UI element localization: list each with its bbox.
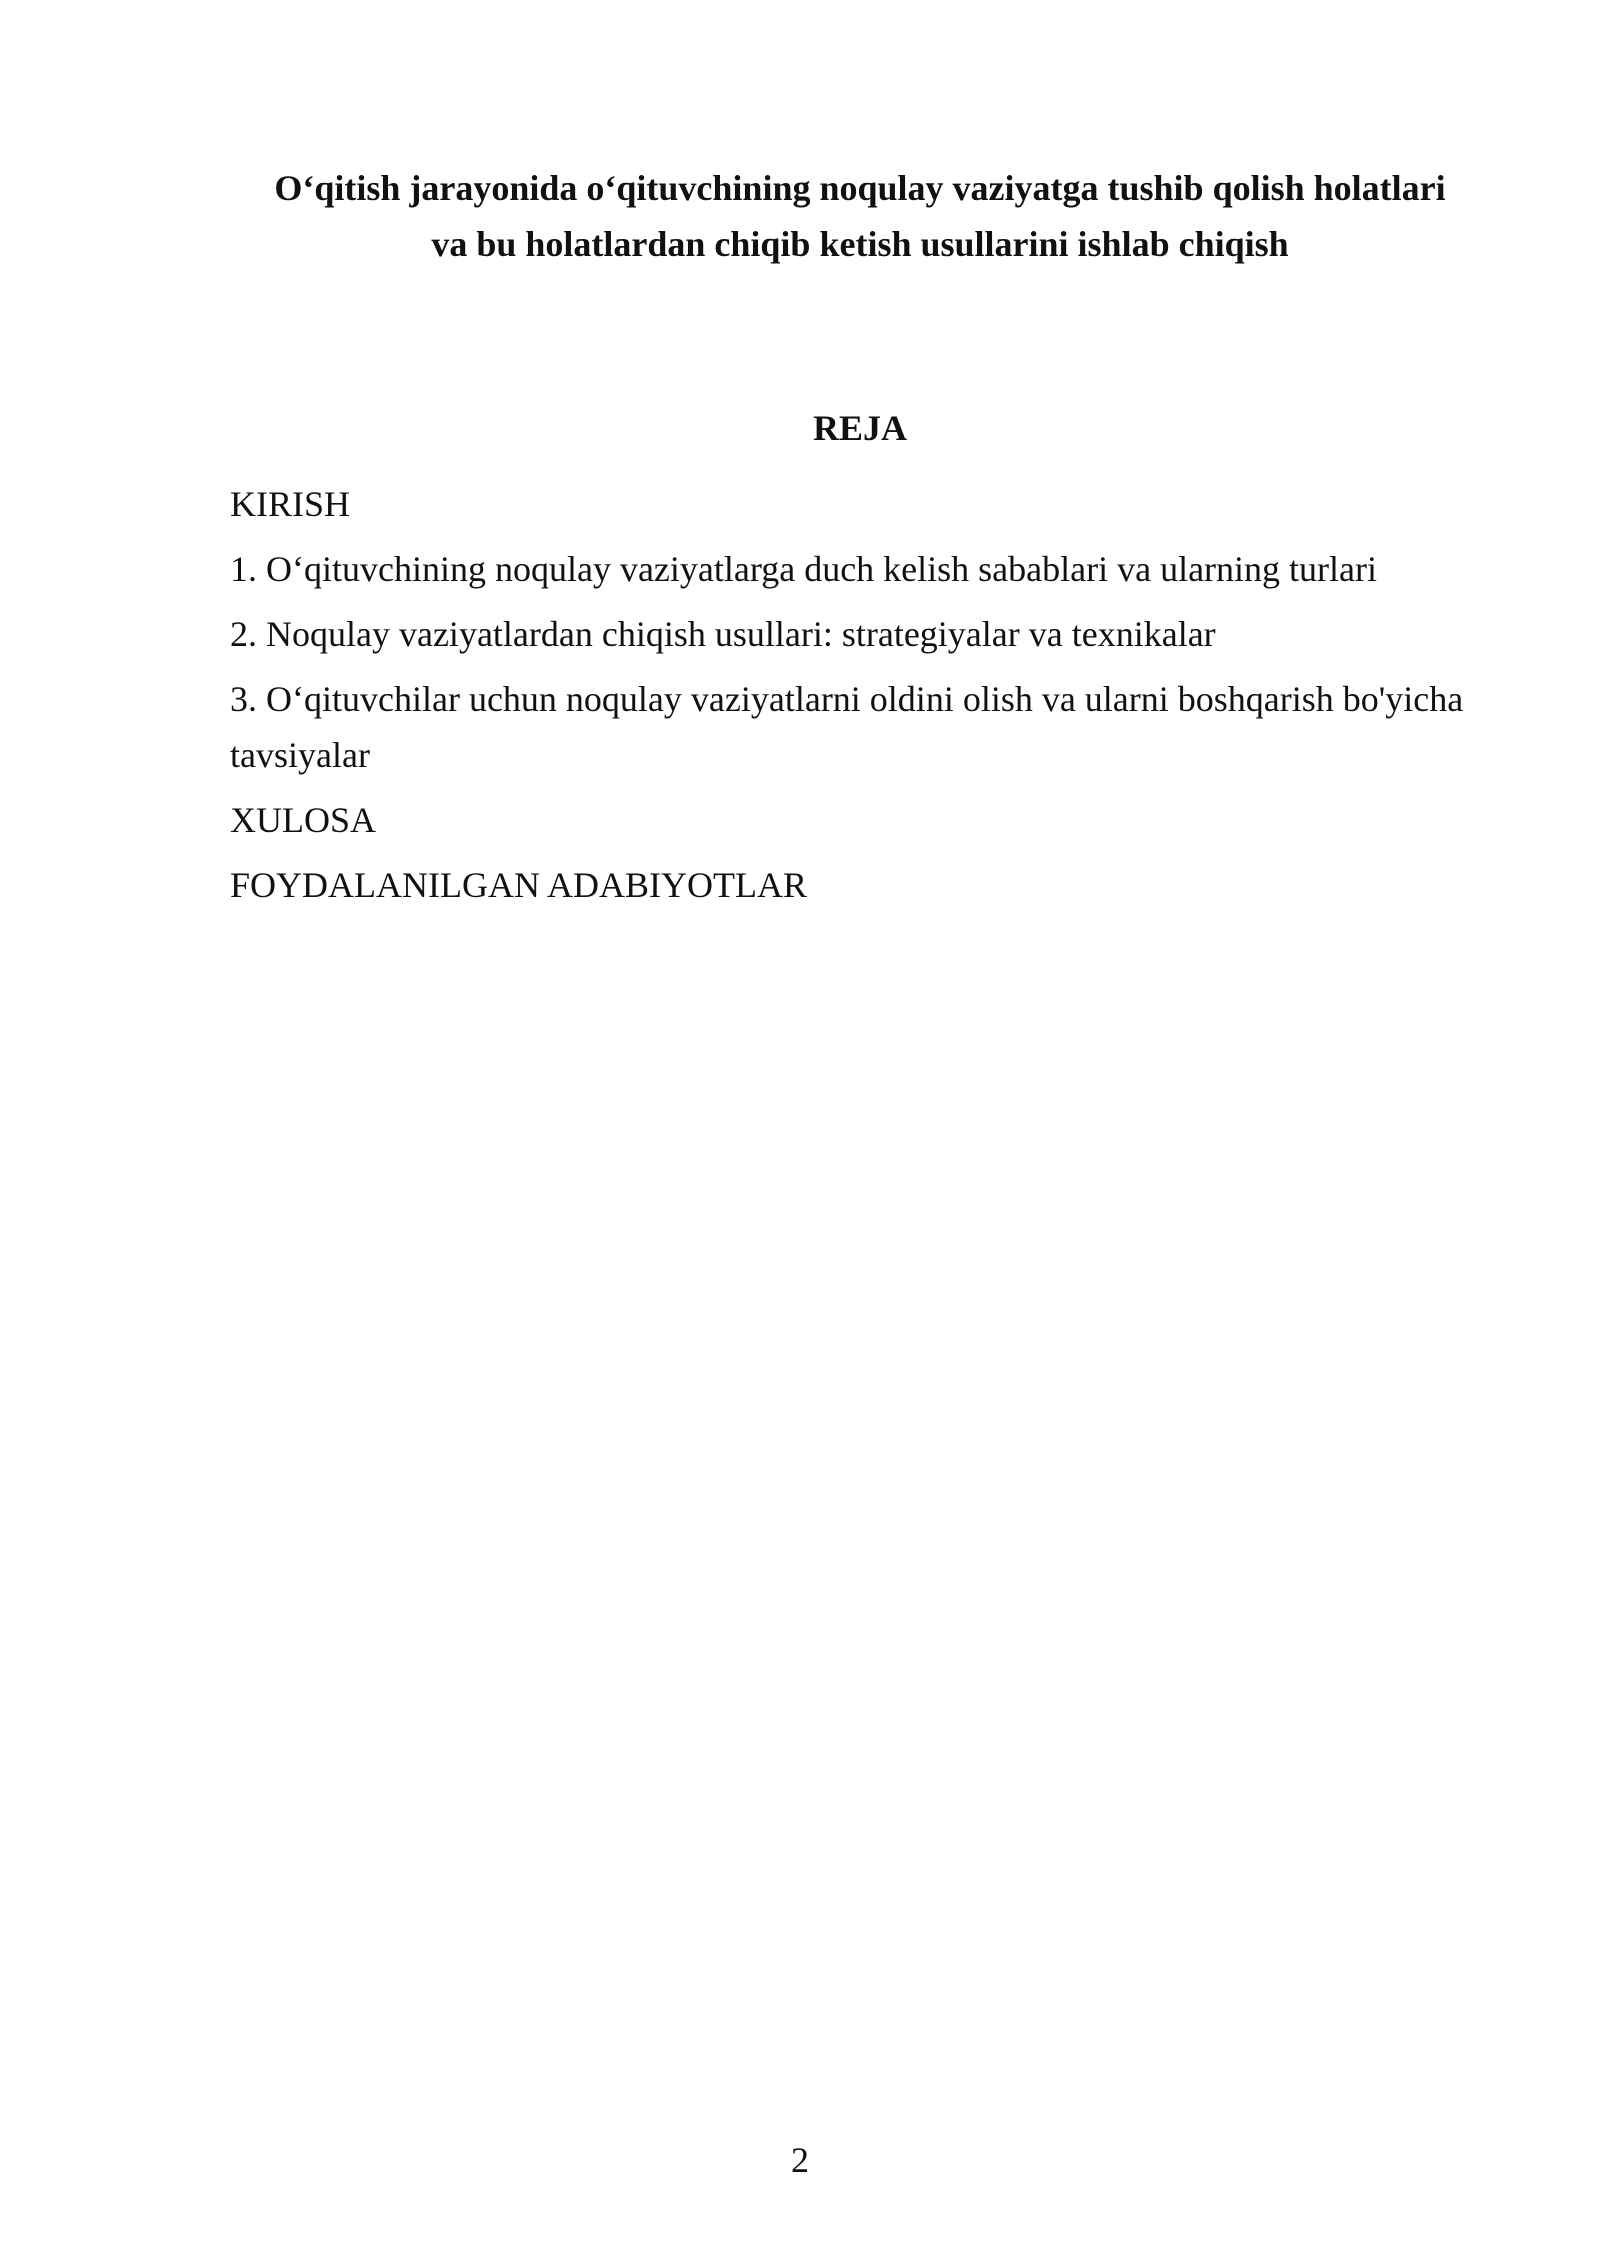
page-number: 2 (791, 2140, 809, 2180)
document-title (200, 160, 1520, 272)
plan-item-3: 3. O‘qituvchilar uchun noqulay vaziyatlarni oldini olish va ularni boshqarish bo'yicha tavsiyalar (230, 679, 1464, 775)
plan-item-2: 2. Noqulay vaziyatlardan chiqish usullari: strategiyalar va texnikalar (230, 614, 1216, 654)
plan-item-introduction: KIRISH (230, 484, 351, 524)
plan-item-references: FOYDALANILGAN ADABIYOTLAR (230, 865, 807, 905)
plan-heading: REJA (812, 408, 907, 448)
plan-item-1: 1. O‘qituvchining noqulay vaziyatlarga duch kelish sabablari va ularning turlari (230, 549, 1378, 589)
document-title-line-2: va bu holatlardan chiqib ketish usullarini ishlab chiqish (431, 224, 1289, 264)
document-title-line-1: O‘qitish jarayonida o‘qituvchining noqulay vaziyatga tushib qolish holatlari (274, 168, 1446, 208)
plan-list (230, 476, 1490, 922)
plan-item-conclusion: XULOSA (230, 800, 377, 840)
